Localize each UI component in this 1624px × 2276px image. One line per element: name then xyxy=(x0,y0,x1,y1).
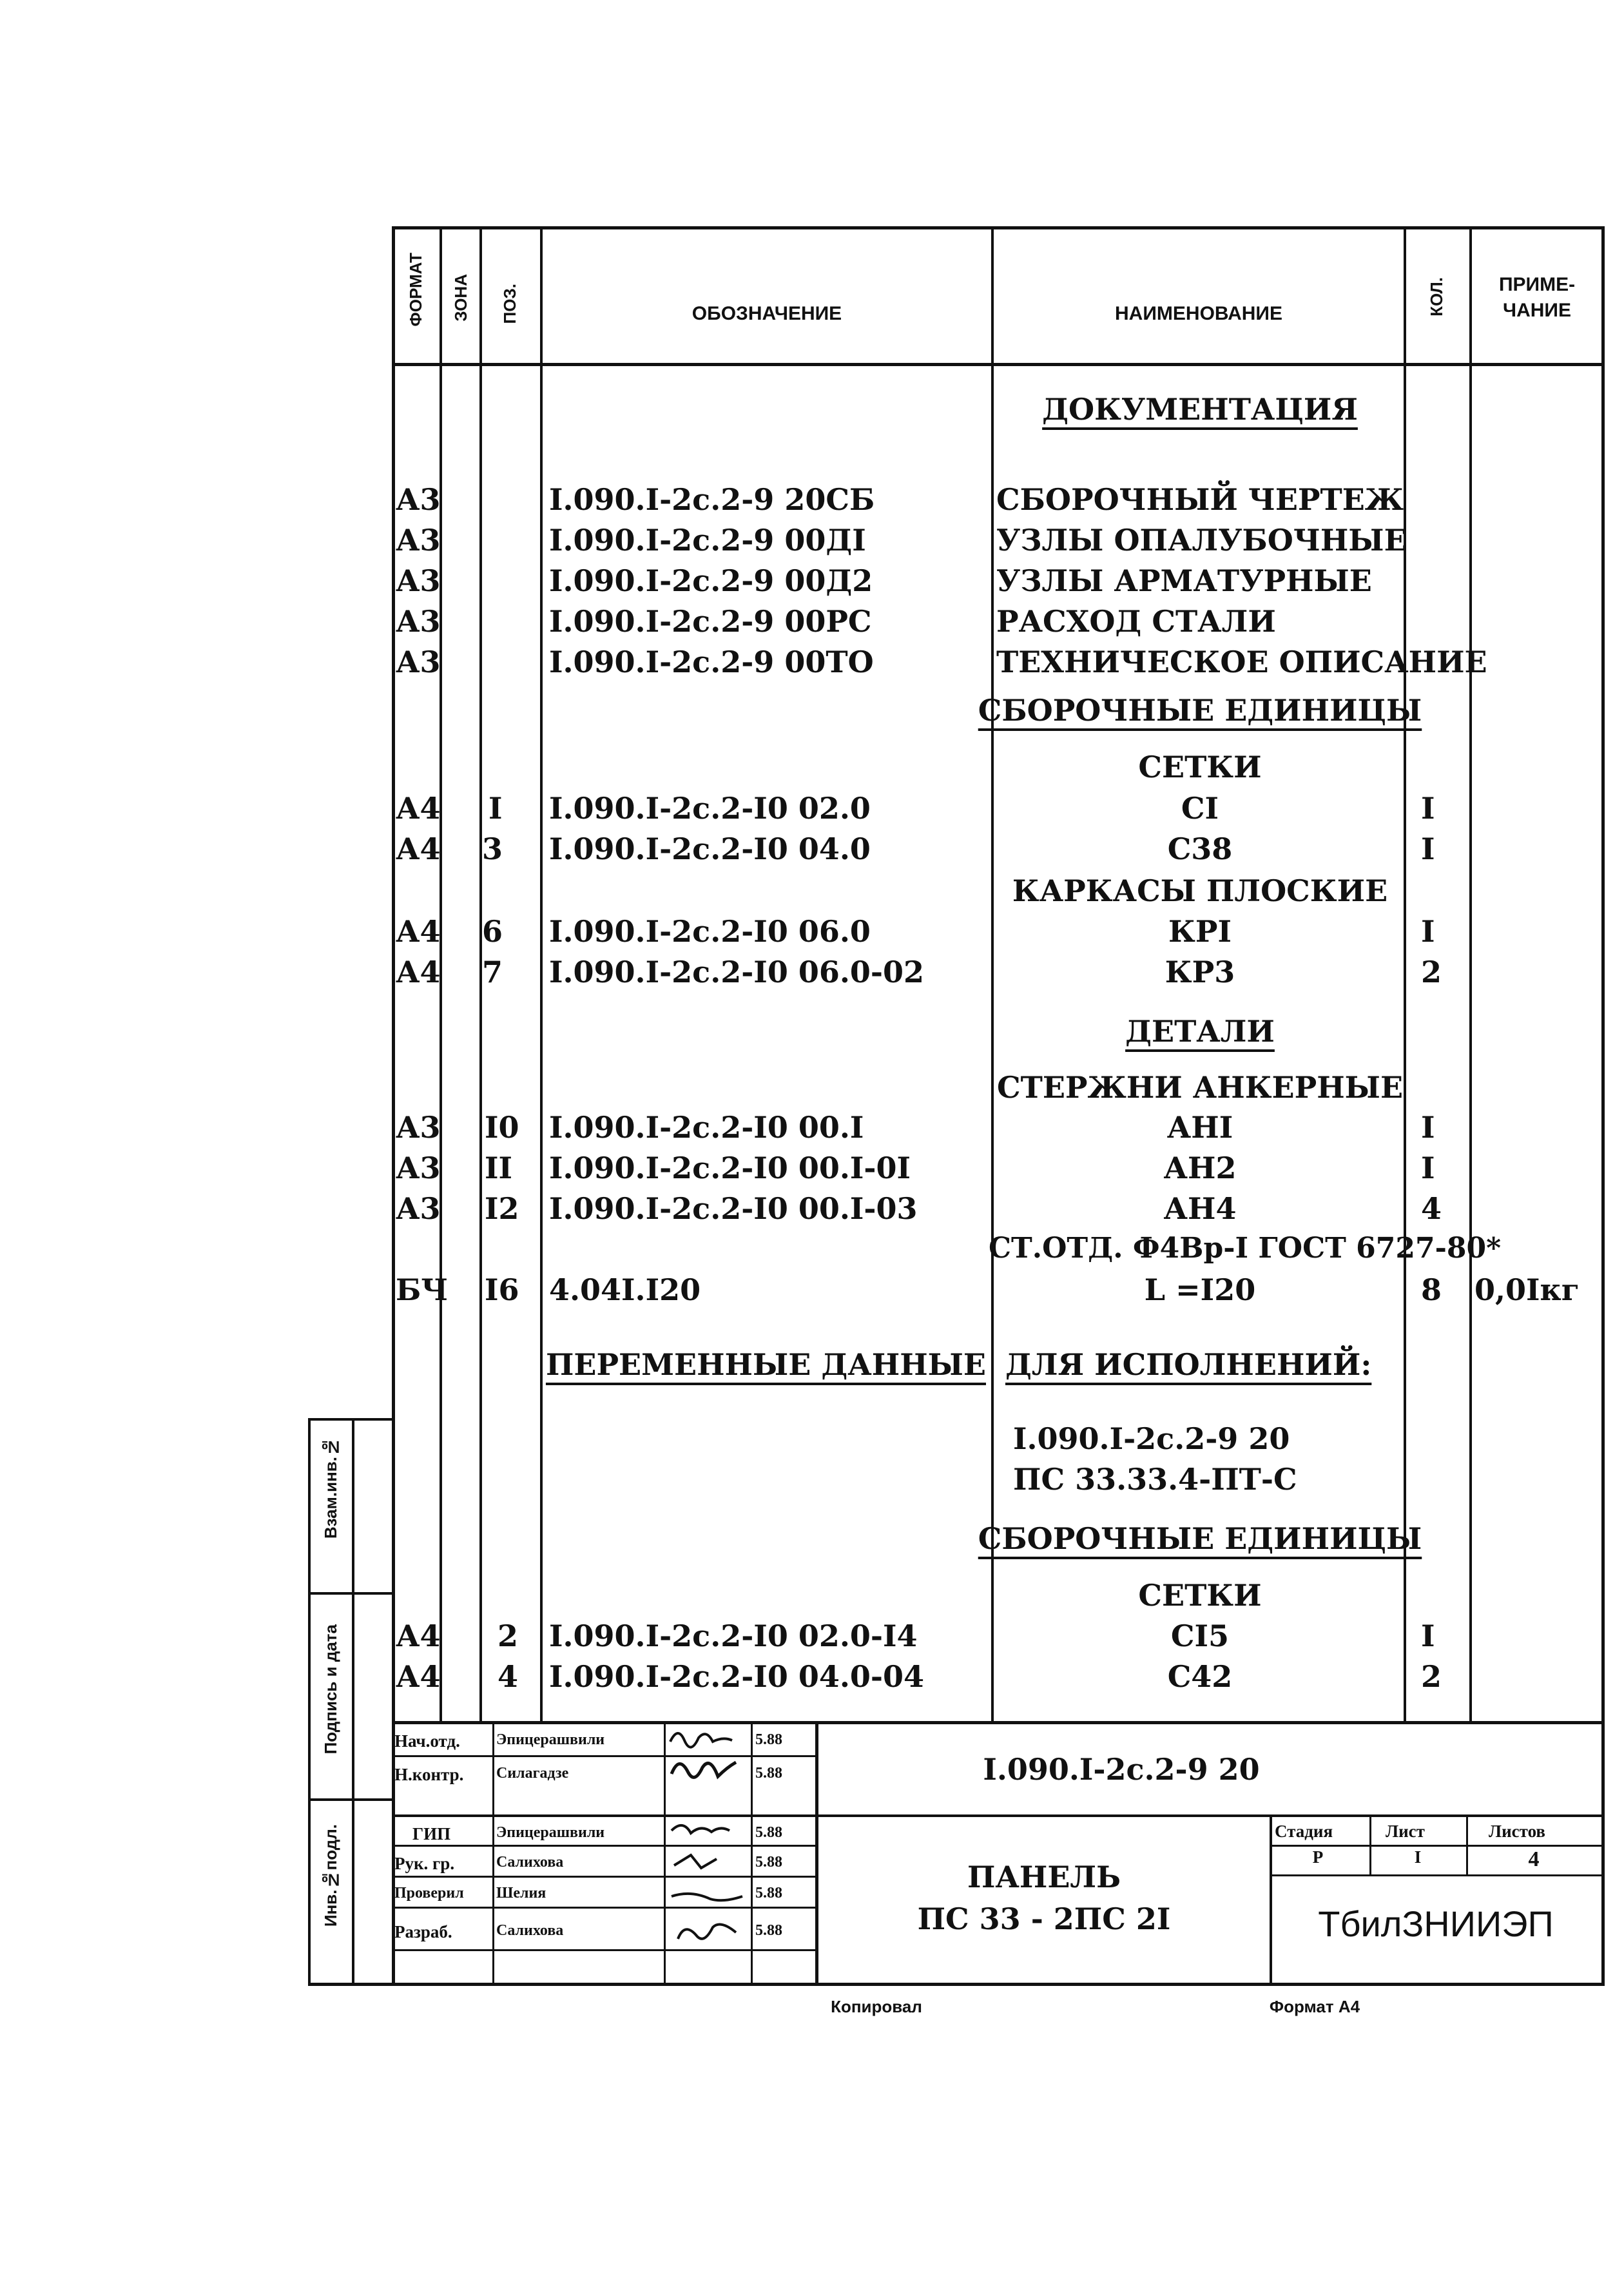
row-designation: I.090.I-2с.2-I0 04.0 xyxy=(549,832,871,866)
row-designation: I.090.I-2с.2-I0 00.I-0I xyxy=(549,1151,911,1185)
title-row-sep-b xyxy=(392,1814,1605,1817)
section-variable-right: ДЛЯ ИСПОЛНЕНИЙ: xyxy=(1005,1347,1372,1382)
row-designation: I.090.I-2с.2-I0 02.0 xyxy=(549,791,871,826)
side-stamp-top xyxy=(308,1418,395,1421)
person-role: Нач.отд. xyxy=(394,1731,460,1751)
row-designation: I.090.I-2с.2-9 00Д2 xyxy=(549,563,873,598)
row-name: L =I20 xyxy=(1144,1272,1256,1307)
signatures xyxy=(665,1722,751,1983)
title-stage-sep-2 xyxy=(1270,1874,1605,1876)
title-row-sep-f xyxy=(392,1949,817,1951)
row-note: 0,0Iкг xyxy=(1474,1272,1580,1307)
section-details: ДЕТАЛИ xyxy=(1125,1014,1275,1049)
row-designation: I.090.I-2с.2-I0 06.0-02 xyxy=(549,955,924,989)
row-qty: I xyxy=(1421,1110,1435,1145)
signature-mark xyxy=(672,1894,742,1900)
row-format: А3 xyxy=(396,604,441,639)
row-designation: I.090.I-2с.2-9 20СБ xyxy=(549,482,875,517)
title-sheet-label: Лист xyxy=(1386,1822,1425,1841)
row-format: А3 xyxy=(396,563,441,598)
section-assembly-units-2: СБОРОЧНЫЕ ЕДИНИЦЫ xyxy=(978,1521,1422,1556)
title-row-sep-a xyxy=(392,1755,817,1757)
row-format: А4 xyxy=(396,791,441,826)
person-date: 5.88 xyxy=(755,1854,782,1871)
row-qty: I xyxy=(1421,914,1435,949)
row-qty: 2 xyxy=(1421,955,1442,989)
title-top xyxy=(392,1721,1605,1724)
row-name: С42 xyxy=(1167,1659,1233,1694)
footer-copied: Копировал xyxy=(831,1997,922,2016)
row-pos: 4 xyxy=(498,1659,519,1694)
signature-mark xyxy=(674,1855,717,1868)
title-stage-label: Стадия xyxy=(1275,1822,1333,1841)
person-role: Н.контр. xyxy=(394,1765,464,1784)
row-format: А4 xyxy=(396,1619,441,1653)
person-role: Рук. гр. xyxy=(394,1854,455,1873)
person-name: Салихова xyxy=(496,1922,564,1939)
title-stage-col-2 xyxy=(1466,1814,1468,1876)
signature-mark xyxy=(678,1925,736,1940)
section-flat-frames: КАРКАСЫ ПЛОСКИЕ xyxy=(1012,873,1388,908)
row-name: УЗЛЫ АРМАТУРНЫЕ xyxy=(996,563,1372,598)
row-name: СI xyxy=(1181,791,1219,826)
person-date: 5.88 xyxy=(755,1731,782,1748)
row-format: А4 xyxy=(396,832,441,866)
person-name: Салихова xyxy=(496,1854,564,1871)
row-name: ТЕХНИЧЕСКОЕ ОПИСАНИЕ xyxy=(996,645,1487,679)
row-pos: II xyxy=(485,1151,513,1185)
title-product-line2: ПС 33 - 2ПС 2I xyxy=(917,1902,1171,1936)
person-role: ГИП xyxy=(412,1824,451,1843)
side-stamp-div-1 xyxy=(308,1592,395,1595)
row-format: А4 xyxy=(396,1659,441,1694)
row-pos: 2 xyxy=(498,1619,519,1653)
row-name: СI5 xyxy=(1170,1619,1230,1653)
section-documentation: ДОКУМЕНТАЦИЯ xyxy=(1042,392,1358,427)
row-name: СТ.ОТД. Ф4Вр-I ГОСТ 6727-80* xyxy=(989,1232,1502,1265)
header-name: НАИМЕНОВАНИЕ xyxy=(1115,303,1282,324)
row-format: А3 xyxy=(396,482,441,517)
row-designation: I.090.I-2с.2-I0 00.I xyxy=(549,1110,864,1145)
title-row-sep-e xyxy=(392,1907,817,1909)
row-designation: 4.04I.I20 xyxy=(549,1272,701,1307)
title-row-sep-d xyxy=(392,1876,817,1878)
person-date: 5.88 xyxy=(755,1765,782,1782)
person-date: 5.88 xyxy=(755,1824,782,1841)
header-designation: ОБОЗНАЧЕНИЕ xyxy=(691,303,842,324)
row-name: АН2 xyxy=(1163,1151,1237,1185)
row-designation: I.090.I-2с.2-9 00РС xyxy=(549,604,872,639)
row-qty: 8 xyxy=(1421,1272,1442,1307)
row-designation: I.090.I-2с.2-9 00ДI xyxy=(549,523,866,558)
row-qty: I xyxy=(1421,1619,1435,1653)
row-designation: I.090.I-2с.2-I0 06.0 xyxy=(549,914,871,949)
col-div-3 xyxy=(540,226,543,1723)
signature-mark xyxy=(670,1733,732,1747)
header-qty: КОЛ. xyxy=(1427,277,1446,316)
header-pos: ПОЗ. xyxy=(500,284,519,324)
row-qty: 4 xyxy=(1421,1191,1442,1226)
row-name: АН4 xyxy=(1163,1191,1237,1226)
side-stamp-left xyxy=(308,1418,311,1985)
side-stamp-sign-date: Подпись и дата xyxy=(321,1624,340,1755)
row-format: А3 xyxy=(396,1110,441,1145)
row-qty: I xyxy=(1421,832,1435,866)
row-name: С38 xyxy=(1167,832,1233,866)
frame-top xyxy=(392,226,1605,229)
row-format: А4 xyxy=(396,955,441,989)
person-date: 5.88 xyxy=(755,1922,782,1939)
side-stamp-div-2 xyxy=(308,1798,395,1801)
title-col-stage xyxy=(1270,1814,1272,1985)
frame-bottom xyxy=(308,1983,1605,1986)
person-role: Проверил xyxy=(394,1885,464,1902)
row-pos: I2 xyxy=(485,1191,519,1226)
person-role: Разраб. xyxy=(394,1922,452,1941)
row-designation: I.090.I-2с.2-9 00ТО xyxy=(549,645,874,679)
person-name: Эпицерашвили xyxy=(496,1824,605,1841)
title-col-name xyxy=(492,1721,494,1985)
row-format: А4 xyxy=(396,914,441,949)
section-variable-left: ПЕРЕМЕННЫЕ ДАННЫЕ xyxy=(545,1347,986,1382)
row-designation: I.090.I-2с.2-I0 00.I-03 xyxy=(549,1191,918,1226)
row-pos: 3 xyxy=(482,832,503,866)
header-note-1: ПРИМЕ- xyxy=(1498,274,1576,295)
person-name: Силагадзе xyxy=(496,1765,569,1782)
col-div-5 xyxy=(1404,226,1406,1723)
signature-mark xyxy=(672,1762,736,1777)
row-qty: 2 xyxy=(1421,1659,1442,1694)
title-organization: ТбилЗНИИЭП xyxy=(1318,1903,1554,1944)
row-name: АНI xyxy=(1166,1110,1233,1145)
title-row-sep-c xyxy=(392,1845,817,1847)
title-sheet-value: I xyxy=(1414,1847,1422,1867)
row-name: УЗЛЫ ОПАЛУБОЧНЫЕ xyxy=(996,523,1407,558)
row-format: А3 xyxy=(396,645,441,679)
title-stage-col-1 xyxy=(1369,1814,1371,1876)
footer-format: Формат А4 xyxy=(1269,1997,1360,2016)
row-name: КР3 xyxy=(1165,955,1235,989)
side-stamp-inv-dup: Взам.инв.№ xyxy=(321,1437,340,1539)
title-doc-code: I.090.I-2с.2-9 20 xyxy=(983,1752,1260,1787)
person-name: Шелия xyxy=(496,1885,546,1902)
title-stage-value: Р xyxy=(1312,1847,1324,1867)
side-stamp-inv-orig: Инв.№подл. xyxy=(321,1824,340,1927)
row-pos: 6 xyxy=(482,914,503,949)
row-name: РАСХОД СТАЛИ xyxy=(996,604,1276,639)
row-pos: 7 xyxy=(482,955,503,989)
header-note-2: ЧАНИЕ xyxy=(1503,300,1571,321)
col-div-4 xyxy=(991,226,994,1723)
row-qty: I xyxy=(1421,1151,1435,1185)
side-stamp-mid xyxy=(352,1418,354,1985)
row-designation: I.090.I-2с.2-I0 04.0-04 xyxy=(549,1659,924,1694)
row-format: А3 xyxy=(396,523,441,558)
person-date: 5.88 xyxy=(755,1885,782,1902)
header-bottom xyxy=(392,363,1605,366)
title-sheets-value: 4 xyxy=(1528,1847,1540,1871)
section-assembly-units: СБОРОЧНЫЕ ЕДИНИЦЫ xyxy=(978,693,1422,728)
signature-mark xyxy=(672,1825,730,1833)
row-format: А3 xyxy=(396,1151,441,1185)
row-name: КРI xyxy=(1168,914,1232,949)
row-pos: I0 xyxy=(485,1110,519,1145)
row-designation: I.090.I-2с.2-I0 02.0-I4 xyxy=(549,1619,918,1653)
section-nets: СЕТКИ xyxy=(1138,750,1262,784)
title-product-line1: ПАНЕЛЬ xyxy=(967,1860,1121,1894)
person-name: Эпицерашвили xyxy=(496,1731,605,1748)
row-pos: I xyxy=(488,791,503,826)
section-nets-2: СЕТКИ xyxy=(1138,1578,1262,1613)
title-col-main xyxy=(815,1721,818,1985)
header-zone: ЗОНА xyxy=(451,274,470,322)
title-stage-sep-1 xyxy=(1270,1845,1605,1847)
row-name: I.090.I-2с.2-9 20 xyxy=(1013,1421,1290,1456)
row-qty: I xyxy=(1421,791,1435,826)
row-format: БЧ xyxy=(396,1272,449,1307)
header-format: ФОРМАТ xyxy=(406,253,425,327)
title-sheets-label: Листов xyxy=(1489,1822,1545,1841)
row-name: СБОРОЧНЫЙ ЧЕРТЕЖ xyxy=(996,482,1404,517)
row-name: ПС 33.33.4-ПТ-С xyxy=(1013,1462,1297,1497)
row-pos: I6 xyxy=(485,1272,519,1307)
col-div-6 xyxy=(1469,226,1472,1723)
section-anchor-rods: СТЕРЖНИ АНКЕРНЫЕ xyxy=(996,1070,1404,1105)
row-format: А3 xyxy=(396,1191,441,1226)
